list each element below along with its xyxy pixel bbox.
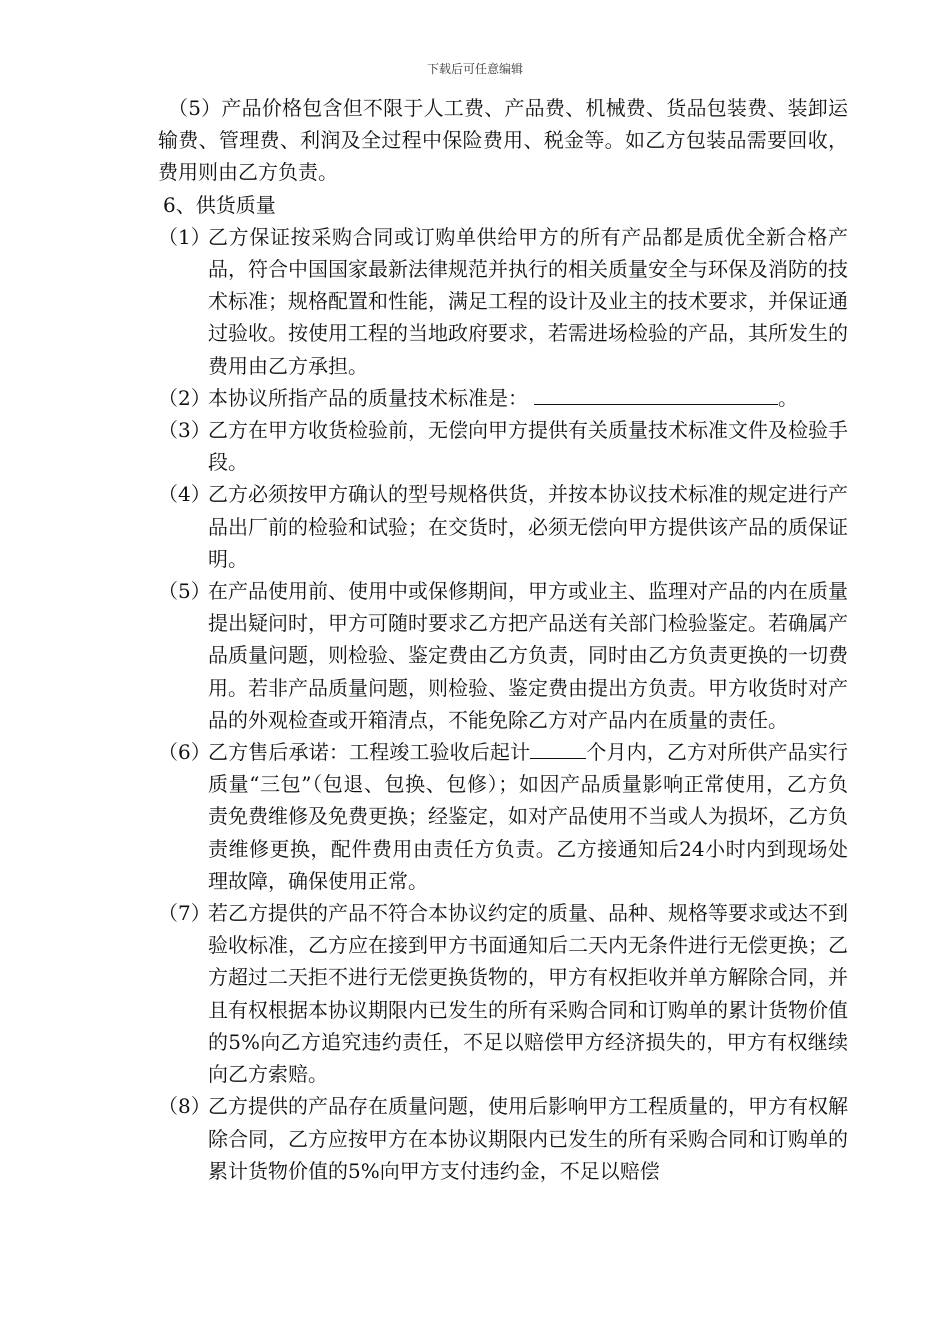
clause-item-6 xyxy=(158,736,848,897)
clause-text: 乙方在甲方收货检验前，无偿向甲方提供有关质量技术标准文件及检验手段。 xyxy=(208,418,848,475)
clause-number: （1） xyxy=(158,224,211,249)
clause-text: 在产品使用前、使用中或保修期间，甲方或业主、监理对产品的内在质量提出疑问时，甲方可随时要求乙方把产品送有关部门检验鉴定。若确属产品质量问题，则检验、鉴定费由乙方负责，同时由乙方负责更换的一切费用。若非产品质量问题，则检验、鉴定费由提出方负责。甲方收货时对产品的外观检查或开箱清点，不能免除乙方对产品内在质量的责任。 xyxy=(208,579,848,732)
clause-text-end: 。 xyxy=(778,385,798,410)
clause-text: 乙方保证按采购合同或订购单供给甲方的所有产品都是质优全新合格产品，符合中国国家最新法律规范并执行的相关质量安全与环保及消防的技术标准；规格配置和性能，满足工程的设计及业主的技术要求，并保证通过验收。按使用工程的当地政府要求，若需进场检验的产品，其所发生的费用由乙方承担。 xyxy=(208,224,848,378)
clause-item-3 xyxy=(158,414,848,478)
clause-text: 若乙方提供的产品不符合本协议约定的质量、品种、规格等要求或达不到验收标准，乙方应在接到甲方书面通知后二天内无条件进行无偿更换；乙方超过二天拒不进行无偿更换货物的，甲方有权拒收并单方解除合同，并且有权根据本协议期限内已发生的所有采购合同和订购单的累计货物价值的5%向乙方追究违约责任，不足以赔偿甲方经济损失的，甲方有权继续向乙方索赔。 xyxy=(208,901,848,1087)
page-header: 下载后可任意编辑 xyxy=(426,62,523,76)
document-body xyxy=(158,92,848,1187)
fill-in-blank xyxy=(530,736,586,759)
clause-text: 本协议所指产品的质量技术标准是： xyxy=(208,385,528,410)
clause-text: 乙方提供的产品存在质量问题，使用后影响甲方工程质量的，甲方有权解除合同，乙方应按甲方在本协议期限内已发生的所有采购合同和订购单的累计货物价值的5%向甲方支付违约金，不足以赔偿 xyxy=(208,1094,848,1183)
clause-text: 乙方售后承诺：工程竣工验收后起计 xyxy=(208,740,531,765)
clause-item-7 xyxy=(158,897,848,1090)
clause-number: （4） xyxy=(158,482,211,507)
clause-item-8 xyxy=(158,1090,848,1187)
clause-number: （7） xyxy=(158,901,211,926)
fill-in-blank xyxy=(534,382,778,405)
clause-number: （8） xyxy=(158,1094,211,1119)
section-heading: 6、供货质量 xyxy=(163,192,276,217)
clause-item-1 xyxy=(158,221,848,382)
clause-item-5 xyxy=(158,575,848,736)
clause-number: （6） xyxy=(158,740,211,765)
clause-item-4 xyxy=(158,478,848,575)
clause-text-end: 个月内，乙方对所供产品实行质量“三包”（包退、包换、包修）；如因产品质量影响正常使用，乙方负责免费维修及免费更换；经鉴定，如对产品使用不当或人为损坏，乙方负责维修更换，配件费用由责任方负责。乙方接通知后24小时内到现场处理故障，确保使用正常。 xyxy=(208,740,849,893)
clause-number: （3） xyxy=(158,418,211,443)
clause-number: （5） xyxy=(158,579,211,604)
clause-item-2 xyxy=(158,382,848,414)
intro-paragraph: （5）产品价格包含但不限于人工费、产品费、机械费、货品包装费、装卸运输费、管理费、利润及全过程中保险费用、税金等。如乙方包装品需要回收，费用则由乙方负责。 xyxy=(158,96,848,185)
clause-number: （2） xyxy=(158,385,211,410)
clause-text: 乙方必须按甲方确认的型号规格供货，并按本协议技术标准的规定进行产品出厂前的检验和试验；在交货时，必须无偿向甲方提供该产品的质保证明。 xyxy=(208,482,848,571)
